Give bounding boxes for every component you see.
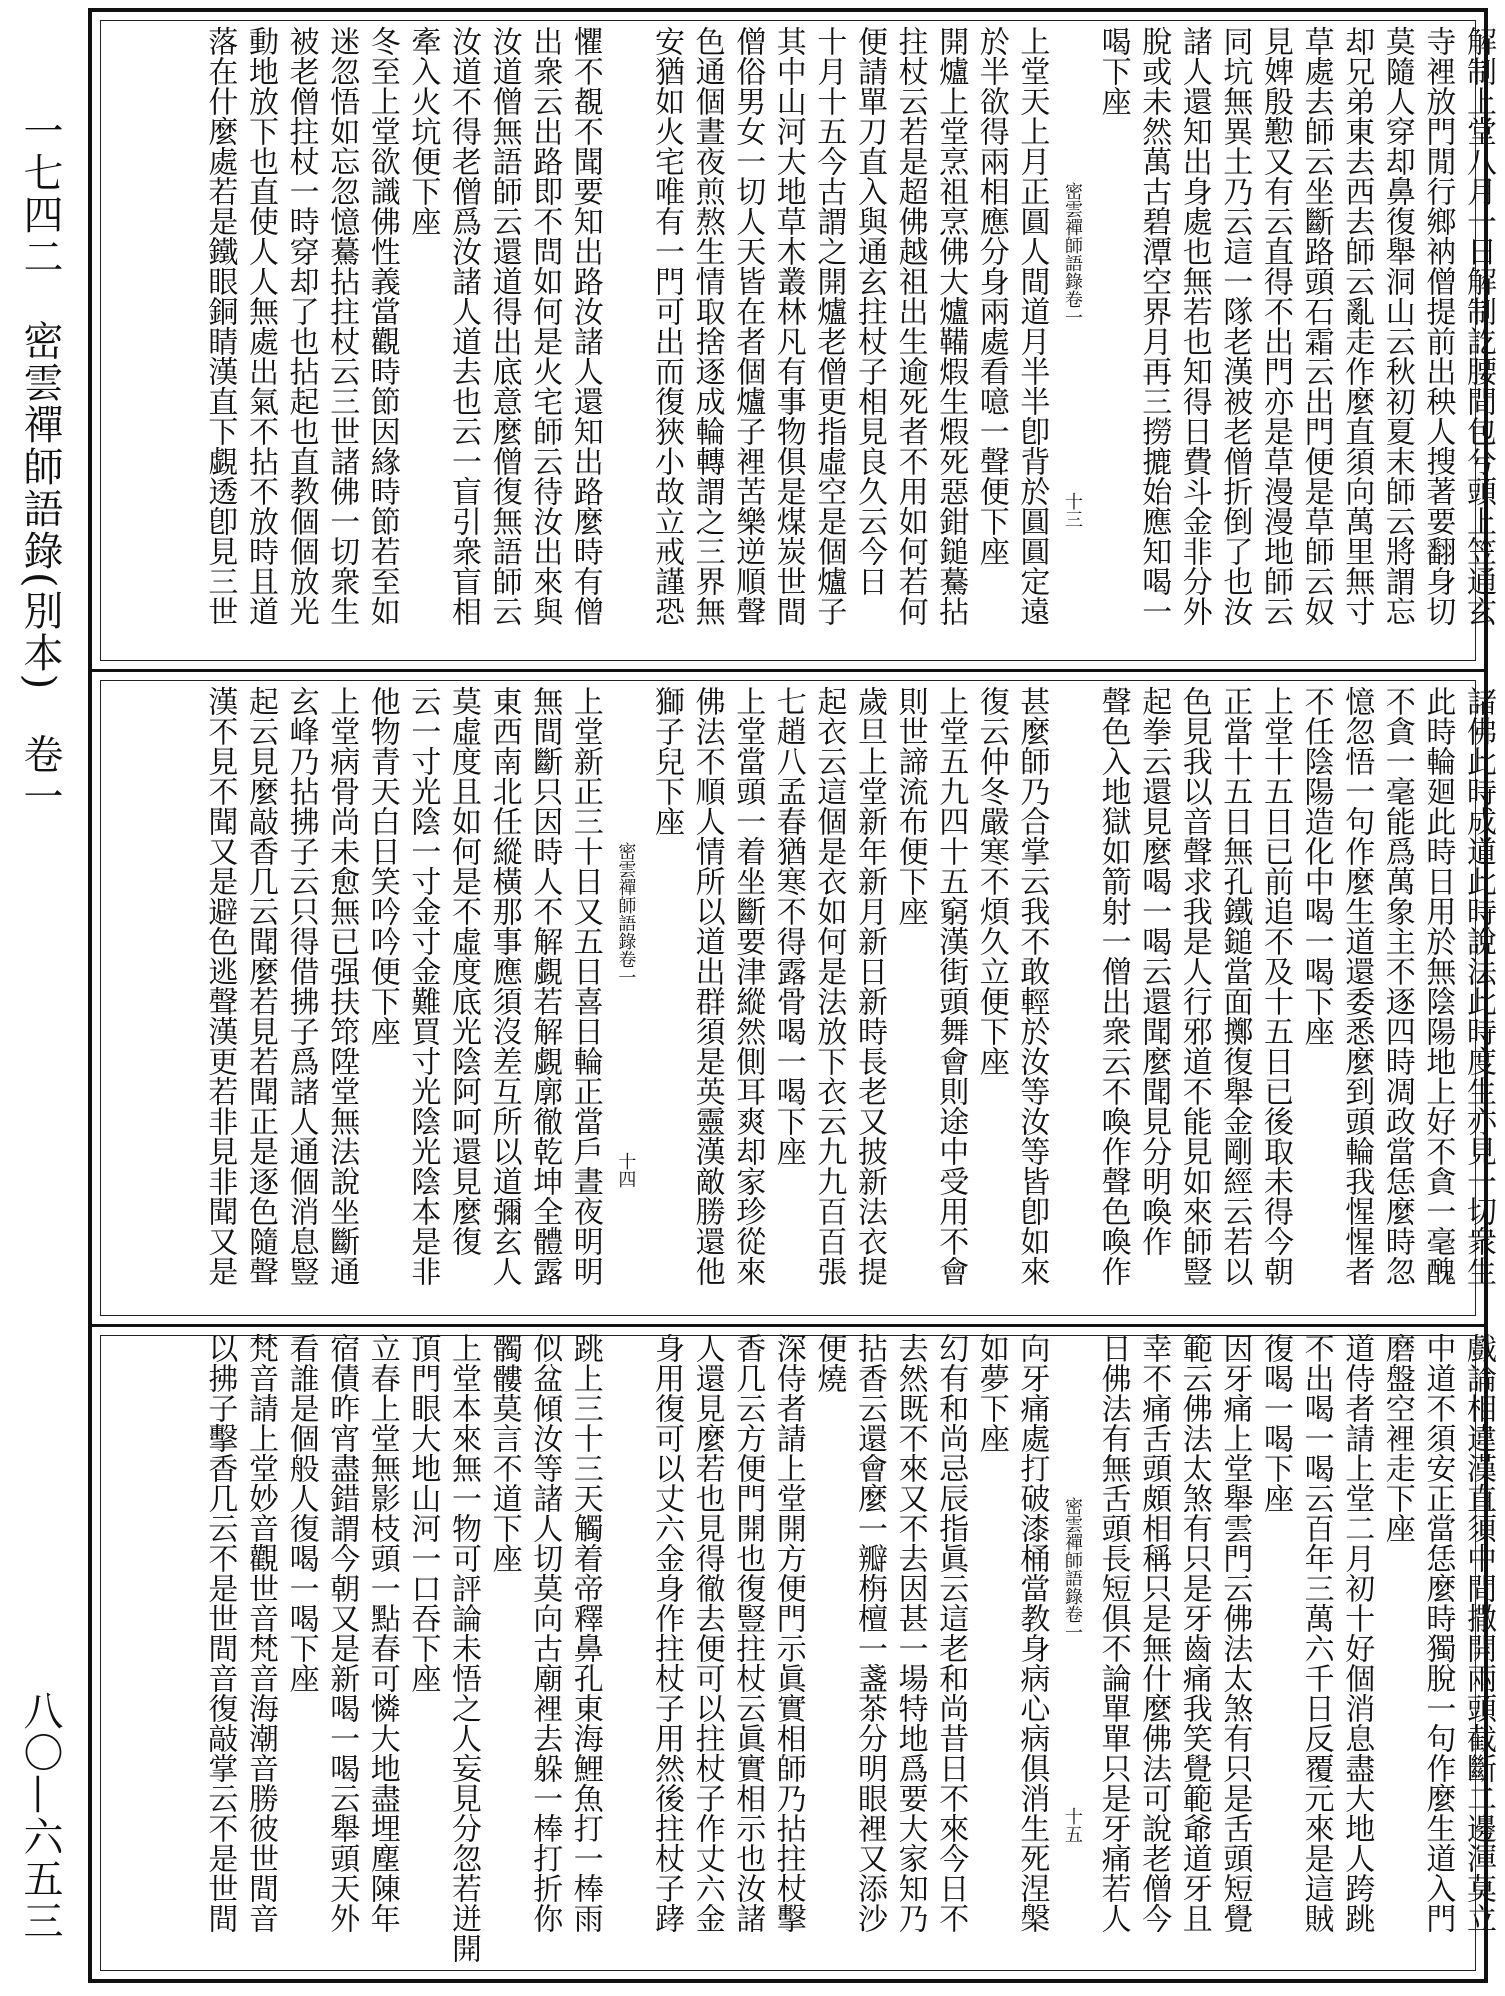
text-column: 七趙八孟春猶寒不得露骨喝一喝下座 — [770, 686, 806, 1166]
text-panel-2 — [92, 672, 1496, 1327]
text-column: 拈香云還會麼一瓣栴檀一盞茶分明眼裡又添沙 — [852, 1333, 887, 1933]
text-column: 動地放下也直使人人無處出氣不拈不放時且道 — [243, 26, 278, 626]
text-column: 香几云方便門開也復豎拄杖云眞實相示也汝諸 — [730, 1333, 766, 1933]
text-column: 宿債昨宵盡錯謂今朝又是新喝一喝云舉頭天外 — [324, 1333, 360, 1933]
text-column: 立春上堂無影枝頭一點春可憐大地盡埋塵陳年 — [364, 1333, 400, 1933]
text-column: 諸佛此時成道此時說法此時度生亦見一切衆生 — [1461, 686, 1496, 1286]
text-column: 不出喝一喝云百年三萬六千日反覆元來是這賊 — [1298, 1333, 1334, 1933]
text-column: 戲論相違漢直須中間撒開兩頭截斷二邊渾莫立 — [1461, 1333, 1496, 1933]
text-column: 日佛法有無舌頭長短俱不論單單只是牙痛若人 — [1095, 1333, 1131, 1933]
text-column: 似盆傾汝等諸人切莫向古廟裡去躲一棒打折你 — [527, 1333, 563, 1933]
text-column: 拄杖云若是超佛越祖出生逾死者不用如何若何 — [892, 26, 928, 626]
text-column: 此時輪廻此時日用於無陰陽地上好不貪一毫醜 — [1420, 686, 1456, 1286]
running-header-title: 密雲禪師語錄卷一 — [1062, 182, 1083, 326]
text-column: 脫或未然萬古碧潭空界月再三撈摝始應知喝一 — [1136, 26, 1172, 626]
text-column: 起拳云還見麼喝一喝云還聞麼聞見分明喚作 — [1136, 686, 1172, 1256]
text-column: 諸人還知出身處也無若也知得日費斗金非分外 — [1176, 26, 1212, 626]
text-column: 汝道僧無語師云還道得出底意麼僧復無語師云 — [486, 26, 522, 626]
text-column: 範云佛法太煞有只是牙齒痛我笑覺範爺道牙且 — [1176, 1333, 1212, 1933]
text-column: 寺裡放門閒行鄉衲僧提前出秧人搜著要翻身切 — [1420, 26, 1456, 626]
margin-volume-title: 一七四二 密雲禪師語錄(別本) 卷一 — [17, 110, 63, 818]
text-column: 以拂子擊香几云不是世間音復敲掌云不是世間 — [202, 1333, 238, 1933]
text-column: 東西南北任縱橫那事應須沒差互所以道彌玄人 — [486, 686, 522, 1286]
text-column: 色通個晝夜煎熬生情取捨逐成輪轉謂之三界無 — [689, 26, 725, 626]
text-column: 出衆云出路即不問如何是火宅師云待汝出來與 — [527, 26, 563, 626]
text-column: 被老僧拄杖一時穿却了也拈起也直教個個放光 — [283, 26, 319, 626]
text-column: 便燒 — [811, 1333, 847, 1393]
text-column: 則世諦流布便下座 — [892, 686, 928, 926]
text-column: 梵音請上堂妙音觀世音梵音海潮音勝彼世間音 — [243, 1333, 278, 1933]
text-column: 安猶如火宅唯有一門可出而復狹小故立戒謹恐 — [649, 26, 684, 626]
text-column: 云一寸光陰一寸金寸金難買寸光陰光陰本是非 — [405, 686, 441, 1286]
text-column: 汝道不得老僧爲汝諸人道去也云一盲引衆盲相 — [446, 26, 481, 626]
text-column: 却兄弟東去西去師云亂走作麼直須向萬里無寸 — [1339, 26, 1375, 626]
text-column: 解制上堂八月一日解制訖腰間包兮頭上笠通玄 — [1461, 26, 1496, 626]
text-column: 他物青天白日笑吟吟便下座 — [364, 686, 400, 1046]
text-column: 上堂本來無一物可評論未悟之人妄見分忽若迸開 — [446, 1333, 481, 1963]
text-column: 莫虛度且如何是不虛度底光陰阿呵還見麼復 — [446, 686, 481, 1256]
text-column: 漢不見不聞又是避色逃聲漢更若非見非聞又是 — [202, 686, 238, 1286]
text-column: 見婢殷懃又有云直得不出門亦是草漫漫地師云 — [1258, 26, 1293, 626]
running-header-title: 密雲禪師語錄卷一 — [1062, 1497, 1083, 1641]
text-column: 正當十五日無孔鐵鎚當面擲復舉金剛經云若以 — [1217, 686, 1253, 1286]
text-panel-3 — [92, 1327, 1496, 1979]
text-column: 深侍者請上堂開方便門示眞實相師乃拈拄杖擊 — [770, 1333, 806, 1933]
text-column: 便請單刀直入與通玄拄杖子相見良久云今日 — [852, 26, 887, 596]
text-column: 其中山河大地草木叢林凡有事物俱是煤炭世間 — [770, 26, 806, 626]
text-column: 懼不覩不聞要知出路汝諸人還知出路麼時有僧 — [567, 26, 603, 626]
text-column: 僧俗男女一切人天皆在者個爐子裡苦樂逆順聲 — [730, 26, 766, 626]
text-column: 上堂新正三十日又五日喜日輪正當戶晝夜明明 — [567, 686, 603, 1286]
text-column: 色見我以音聲求我是人行邪道不能見如來師豎 — [1176, 686, 1212, 1286]
folio-number: 十三 — [1062, 492, 1083, 528]
text-column: 起云見麼敲香几云聞麼若見若聞正是逐色隨聲 — [243, 686, 278, 1286]
text-column: 跳上三十三天觸着帝釋鼻孔東海鯉魚打一棒雨 — [567, 1333, 603, 1933]
text-column: 甚麼師乃合掌云我不敢輕於汝等汝等皆卽如來 — [1014, 686, 1050, 1286]
folio-number: 十五 — [1062, 1807, 1083, 1843]
text-column: 中道不須安正當恁麼時獨脫一句作麼生道入門 — [1420, 1333, 1456, 1933]
text-column: 上堂病骨尚未愈無已强扶筇陞堂無法說坐斷通 — [324, 686, 360, 1286]
text-column: 幸不痛舌頭頗相稱只是無什麼佛法可說老僧今 — [1136, 1333, 1172, 1933]
margin-page-number: 八〇—六五三 — [17, 1690, 63, 1942]
text-column: 歲旦上堂新年新月新日新時長老又披新法衣提 — [852, 686, 887, 1286]
text-column: 喝下座 — [1095, 26, 1131, 116]
text-column: 如夢下座 — [973, 1333, 1009, 1453]
text-column: 上堂五九四十五窮漢街頭舞會則途中受用不會 — [933, 686, 969, 1286]
text-column: 於半欲得兩相應分身兩處看噫一聲便下座 — [973, 26, 1009, 566]
page-frame — [88, 8, 1496, 1983]
text-column: 玄峰乃拈拂子云只得借拂子爲諸人通個消息豎 — [283, 686, 319, 1286]
text-column: 迷忽悟如忘忽憶驀拈拄杖云三世諸佛一切衆生 — [324, 26, 360, 626]
text-column: 人還見麼若也見得徹去便可以拄杖子作丈六金 — [689, 1333, 725, 1933]
text-column: 復喝一喝下座 — [1258, 1333, 1293, 1513]
text-column: 去然既不來又不去因甚一場特地爲要大家知乃 — [892, 1333, 928, 1933]
text-column: 身用復可以丈六金身作拄杖子用然後拄杖子踍 — [649, 1333, 684, 1933]
text-column: 上堂天上月正圓人間道月半半卽背於圓圓定遠 — [1014, 26, 1050, 626]
text-column: 因牙痛上堂舉雲門云佛法太煞有只是舌頭短覺 — [1217, 1333, 1253, 1933]
text-column: 牽入火坑便下座 — [405, 26, 441, 236]
text-column: 草處去師云坐斷路頭石霜云出門便是草師云奴 — [1298, 26, 1334, 626]
text-column: 不貪一毫能爲萬象主不逐四時凋政當恁麼時忽 — [1379, 686, 1415, 1286]
text-panel-1 — [92, 12, 1496, 672]
text-column: 十月十五今古謂之開爐老僧更指虛空是個爐子 — [811, 26, 847, 626]
text-column: 開爐上堂烹祖烹佛大爐鞴煆生煆死惡鉗鎚驀拈 — [933, 26, 969, 626]
text-column: 佛法不順人情所以道出群須是英靈漢敵勝還他 — [689, 686, 725, 1286]
text-column: 頂門眼大地山河一口吞下座 — [405, 1333, 441, 1693]
text-column: 不任陰陽造化中喝一喝下座 — [1298, 686, 1334, 1046]
text-column: 道侍者請上堂二月初十好個消息盡大地人跨跳 — [1339, 1333, 1375, 1933]
text-column: 憶忽悟一句作麼生道還委悉麼到頭輪我惺惺者 — [1339, 686, 1375, 1286]
text-column: 磨盤空裡走下座 — [1379, 1333, 1415, 1543]
folio-number: 十四 — [615, 1152, 637, 1188]
text-column: 聲色入地獄如箭射一僧出衆云不喚作聲色喚作 — [1095, 686, 1131, 1286]
text-column: 無間斷只因時人不解覷若解覷廓徹乾坤全體露 — [527, 686, 563, 1286]
text-column: 莫隨人穿却鼻復舉洞山云秋初夏末師云將謂忘 — [1379, 26, 1415, 626]
text-column: 幻有和尚忌辰指眞云這老和尚昔日不來今日不 — [933, 1333, 969, 1933]
text-column: 上堂十五日已前追不及十五日已後取未得今朝 — [1258, 686, 1293, 1286]
text-column: 冬至上堂欲識佛性義當觀時節因緣時節若至如 — [364, 26, 400, 626]
text-column: 起衣云這個是衣如何是法放下衣云九九百百張 — [811, 686, 847, 1286]
text-column: 上堂當頭一着坐斷要津縱然側耳爽却家珍從來 — [730, 686, 766, 1286]
text-column: 髑髏莫言不道下座 — [486, 1333, 522, 1573]
text-column: 向牙痛處打破漆桶當教身病心病俱消生死涅槃 — [1014, 1333, 1050, 1933]
text-column: 落在什麼處若是鐵眼銅睛漢直下覷透卽見三世 — [202, 26, 238, 626]
text-column: 復云仲冬嚴寒不煩久立便下座 — [973, 686, 1009, 1076]
running-header-title: 密雲禪師語錄卷一 — [615, 842, 637, 986]
text-column: 同坑無異土乃云這一隊老漢被老僧折倒了也汝 — [1217, 26, 1253, 626]
text-column: 看誰是個般人復喝一喝下座 — [283, 1333, 319, 1693]
text-column: 獅子兒下座 — [649, 686, 684, 836]
